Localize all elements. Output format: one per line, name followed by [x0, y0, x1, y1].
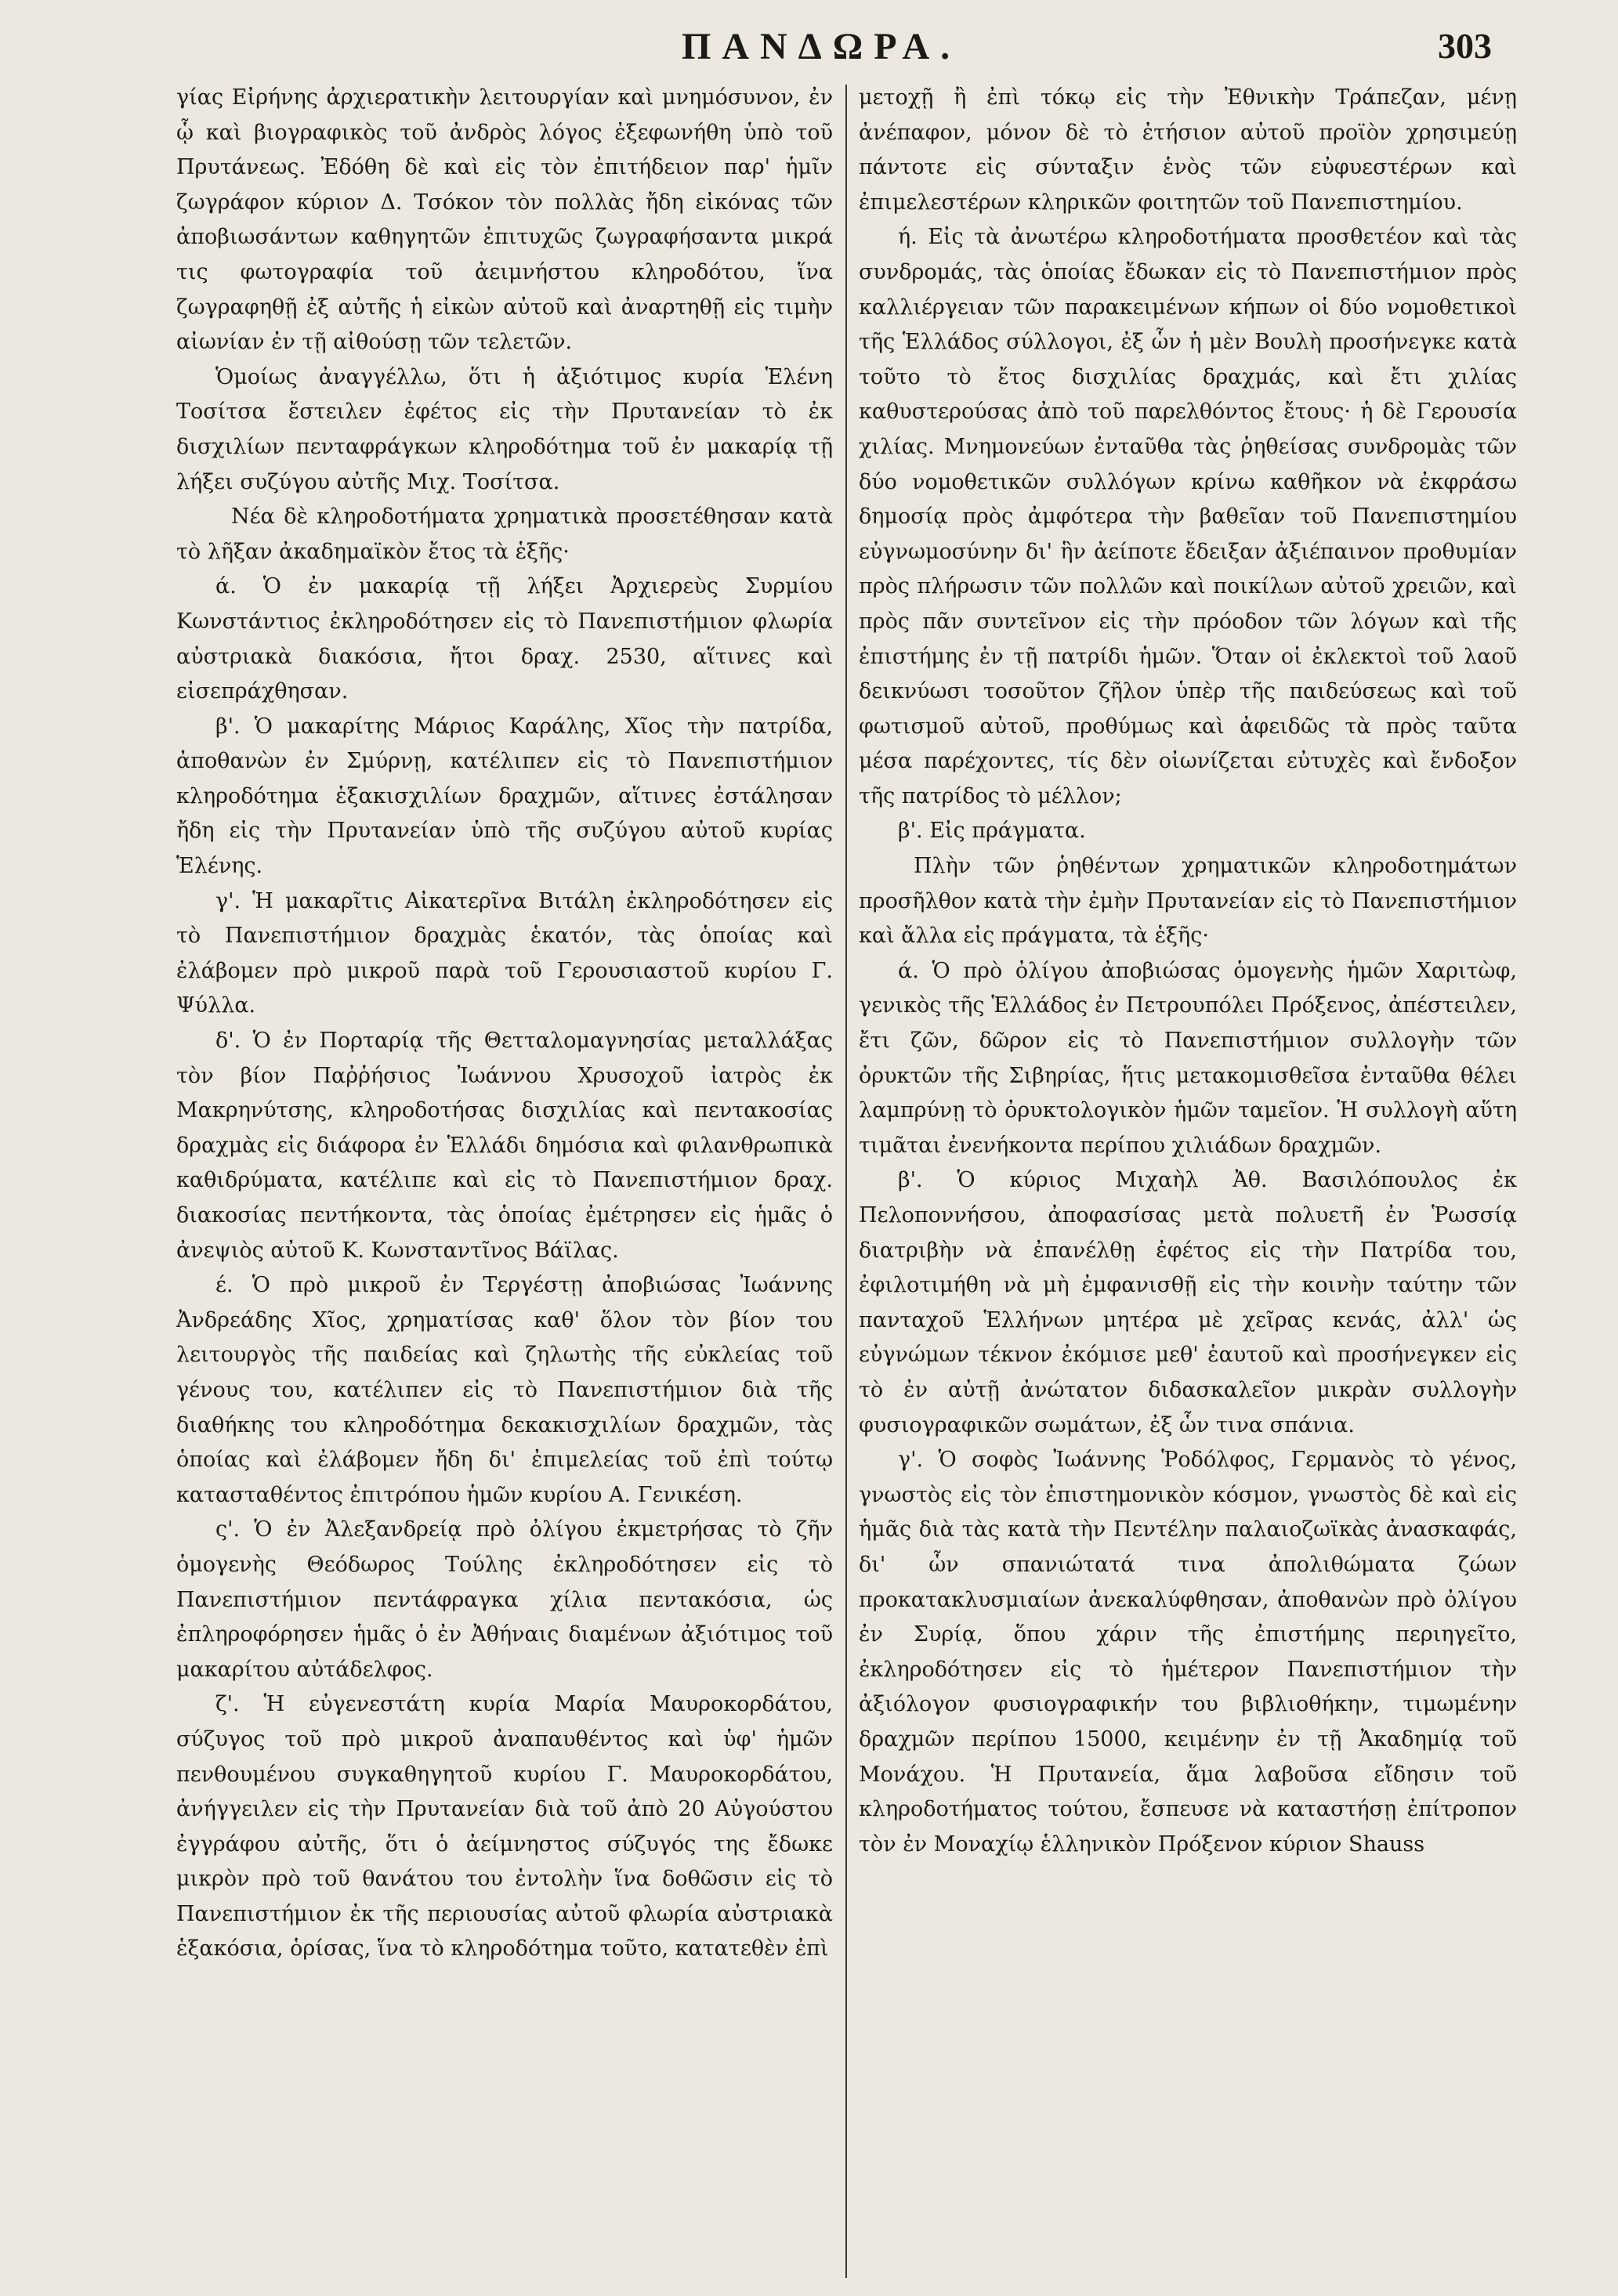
paragraph: μετοχῇ ἢ ἐπὶ τόκῳ εἰς τὴν Ἐθνικὴν Τράπεζαν, μένῃ ἀνέπαφον, μόνον δὲ τὸ ἐτήσιον αὐτοῦ προϊὸν χρησιμεύῃ πάντοτε εἰς σύνταξιν ἑνὸς τῶν εὐφυεστέρων καὶ ἐπιμελεστέρων κληρικῶν φοιτητῶν τοῦ Πανεπιστημίου.	[859, 85, 1517, 215]
paragraph: Πλὴν τῶν ῥηθέντων χρηματικῶν κληροδοτημάτων προσῆλθον κατὰ τὴν ἐμὴν Πρυτανείαν εἰς τὸ Πανεπιστήμιον καὶ ἄλλα εἰς πράγματα, τὰ ἑξῆς·	[859, 854, 1517, 949]
paragraph: Ὁμοίως ἀναγγέλλω, ὅτι ἡ ἀξιότιμος κυρία Ἑλένη Τοσίτσα ἔστειλεν ἐφέτος εἰς τὴν Πρυτανείαν τὸ ἐκ δισχιλίων πενταφράγκων κληροδότημα τοῦ ἐν μακαρίᾳ τῇ λήξει συζύγου αὐτῆς Μιχ. Τοσίτσα.	[176, 364, 833, 494]
paragraph: Νέα δὲ κληροδοτήματα χρηματικὰ προσετέθησαν κατὰ τὸ λῆξαν ἀκαδημαϊκὸν ἔτος τὰ ἑξῆς·	[176, 504, 833, 564]
paragraph: ζ'. Ἡ εὐγενεστάτη κυρία Μαρία Μαυροκορδάτου, σύζυγος τοῦ πρὸ μικροῦ ἀναπαυθέντος καὶ ὑφ' ἡμῶν πενθουμένου συγκαθηγητοῦ κυρίου Γ. Μαυροκορδάτου, ἀνήγγειλεν εἰς τὴν Πρυτανείαν διὰ τοῦ ἀπὸ 20 Αὐγούστου ἐγγράφου αὐτῆς, ὅτι ὁ ἀείμνηστος σύζυγός της ἔδωκε μικρὸν πρὸ τοῦ θανάτου του ἐντολὴν ἵνα δοθῶσιν εἰς τὸ Πανεπιστήμιον ἐκ τῆς περιουσίας αὐτοῦ φλωρία αὐστριακὰ ἑξακόσια, ὁρίσας, ἵνα τὸ κληροδότημα τοῦτο, κατατεθὲν ἐπὶ	[176, 1692, 833, 1962]
column-divider	[845, 85, 847, 2278]
paragraph: β'. Ὁ κύριος Μιχαὴλ Ἀθ. Βασιλόπουλος ἐκ Πελοποννήσου, ἀποφασίσας μετὰ πολυετῆ ἐν Ῥωσσίᾳ διατριβὴν νὰ ἐπανέλθῃ ἐφέτος εἰς τὴν Πατρίδα του, ἐφιλοτιμήθη νὰ μὴ ἐμφανισθῇ εἰς τὴν κοινὴν ταύτην τῶν πανταχοῦ Ἑλλήνων μητέρα μὲ χεῖρας κενάς, ἀλλ' ὡς εὐγνώμων τέκνον ἐκόμισε μεθ' ἑαυτοῦ καὶ προσήνεγκεν εἰς τὸ ἐν αὐτῇ ἀνώτατον διδασκαλεῖον μικρὰν συλλογὴν φυσιογραφικῶν σωμάτων, ἐξ ὧν τινα σπάνια.	[859, 1168, 1517, 1437]
section-heading: β'. Εἰς πράγματα.	[898, 819, 1086, 844]
page-number: 303	[1438, 26, 1492, 66]
paragraph: δ'. Ὁ ἐν Πορταρίᾳ τῆς Θετταλομαγνησίας μεταλλάξας τὸν βίον Παῤῥήσιος Ἰωάννου Χρυσοχοῦ ἰατρὸς ἐκ Μακρηνύτσης, κληροδοτήσας δισχιλίας καὶ πεντακοσίας δραχμὰς εἰς διάφορα ἐν Ἑλλάδι δημόσια καὶ φιλανθρωπικὰ καθιδρύματα, κατέλιπε καὶ εἰς τὸ Πανεπιστήμιον δραχ. διακοσίας πεντήκοντα, τὰς ὁποίας ἐμέτρησεν εἰς ἡμᾶς ὁ ἀνεψιὸς αὐτοῦ Κ. Κωνσταντῖνος Βάϊλας.	[176, 1029, 833, 1263]
left-column	[176, 81, 833, 1967]
paragraph: ά. Ὁ πρὸ ὀλίγου ἀποβιώσας ὁμογενὴς ἡμῶν Χαριτὼφ, γενικὸς τῆς Ἑλλάδος ἐν Πετρουπόλει Πρόξενος, ἀπέστειλεν, ἔτι ζῶν, δῶρον εἰς τὸ Πανεπιστήμιον συλλογὴν τῶν ὀρυκτῶν τῆς Σιβηρίας, ἥτις μετακομισθεῖσα ἐνταῦθα θέλει λαμπρύνῃ τὸ ὀρυκτολογικὸν ἡμῶν ταμεῖον. Ἡ συλλογὴ αὕτη τιμᾶται ἐνενήκοντα περίπου χιλιάδων δραχμῶν.	[859, 958, 1517, 1158]
journal-title: ΠΑΝΔΩΡΑ.	[682, 26, 961, 67]
paragraph: γίας Εἰρήνης ἀρχιερατικὴν λειτουργίαν καὶ μνημόσυνον, ἐν ᾧ καὶ βιογραφικὸς τοῦ ἀνδρὸς λόγος ἐξεφωνήθη ὑπὸ τοῦ Πρυτάνεως. Ἐδόθη δὲ καὶ εἰς τὸν ἐπιτήδειον παρ' ἡμῖν ζωγράφον κύριον Δ. Τσόκον τὸν πολλὰς ἤδη εἰκόνας τῶν ἀποβιωσάντων καθηγητῶν ἐπιτυχῶς ζωγραφήσαντα μικρά τις φωτογραφία τοῦ ἀειμνήστου κληροδότου, ἵνα ζωγραφηθῇ ἐξ αὐτῆς ἡ εἰκὼν αὐτοῦ καὶ ἀναρτηθῇ εἰς τιμὴν αἰωνίαν ἐν τῇ αἰθούσῃ τῶν τελετῶν.	[176, 85, 833, 355]
running-head	[0, 25, 1618, 72]
paragraph: ς'. Ὁ ἐν Ἀλεξανδρείᾳ πρὸ ὀλίγου ἐκμετρήσας τὸ ζῆν ὁμογενὴς Θεόδωρος Τούλης ἐκληροδότησεν εἰς τὸ Πανεπιστήμιον πεντάφραγκα χίλια πεντακόσια, ὡς ἐπληροφόρησεν ἡμᾶς ὁ ἐν Ἀθήναις διαμένων ἀξιότιμος τοῦ μακαρίτου αὐτάδελφος.	[176, 1517, 833, 1682]
paragraph: ά. Ὁ ἐν μακαρίᾳ τῇ λήξει Ἀρχιερεὺς Συρμίου Κωνστάντιος ἐκληροδότησεν εἰς τὸ Πανεπιστήμιον φλωρία αὐστριακὰ διακόσια, ἤτοι δραχ. 2530, αἵτινες καὶ εἰσεπράχθησαν.	[176, 574, 833, 704]
paragraph: γ'. Ὁ σοφὸς Ἰωάννης Ῥοδόλφος, Γερμανὸς τὸ γένος, γνωστὸς εἰς τὸν ἐπιστημονικὸν κόσμον, γνωστὸς δὲ καὶ εἰς ἡμᾶς διὰ τὰς κατὰ τὴν Πεντέλην παλαιοζωϊκὰς ἀνασκαφάς, δι' ὧν σπανιώτατά τινα ἀπολιθώματα ζώων προκατακλυσμιαίων ἀνεκαλύφθησαν, ἀποθανὼν πρὸ ὀλίγου ἐν Συρίᾳ, ὅπου χάριν τῆς ἐπιστήμης περιηγεῖτο, ἐκληροδότησεν εἰς τὸ ἡμέτερον Πανεπιστήμιον τὴν ἀξιόλογον φυσιογραφικήν του βιβλιοθήκην, τιμωμένην δραχμῶν περίπου 15000, κειμένην ἐν τῇ Ἀκαδημίᾳ τοῦ Μονάχου. Ἡ Πρυτανεία, ἅμα λαβοῦσα εἴδησιν τοῦ κληροδοτήματος τούτου, ἔσπευσε νὰ καταστήσῃ ἐπίτροπον τὸν ἐν Μοναχίῳ ἑλληνικὸν Πρόξενον κύριον Shauss	[859, 1448, 1517, 1857]
paragraph: έ. Ὁ πρὸ μικροῦ ἐν Τεργέστῃ ἀποβιώσας Ἰωάννης Ἀνδρεάδης Χῖος, χρηματίσας καθ' ὅλον τὸν βίον του λειτουργὸς τῆς παιδείας καὶ ζηλωτὴς τῆς εὐκλείας τοῦ γένους του, κατέλιπεν εἰς τὸ Πανεπιστήμιον διὰ τῆς διαθήκης του κληροδότημα δεκακισχιλίων δραχμῶν, τὰς ὁποίας καὶ ἐλάβομεν ἤδη δι' ἐπιμελείας τοῦ ἐπὶ τούτῳ κατασταθέντος ἐπιτρόπου ἡμῶν κυρίου Α. Γενικέση.	[176, 1273, 833, 1507]
paragraph: ή. Εἰς τὰ ἀνωτέρω κληροδοτήματα προσθετέον καὶ τὰς συνδρομάς, τὰς ὁποίας ἔδωκαν εἰς τὸ Πανεπιστήμιον πρὸς καλλιέργειαν τῶν παρακειμένων κήπων οἱ δύο νομοθετικοὶ τῆς Ἑλλάδος σύλλογοι, ἐξ ὧν ἡ μὲν Βουλὴ προσήνεγκε κατὰ τοῦτο τὸ ἔτος δισχιλίας δραχμάς, καὶ ἔτι χιλίας καθυστερούσας ἀπὸ τοῦ παρελθόντος ἔτους· ἡ δὲ Γερουσία χιλίας. Μνημονεύων ἐνταῦθα τὰς ῥηθείσας συνδρομὰς τῶν δύο νομοθετικῶν συλλόγων κρίνω καθῆκον νὰ ἐκφράσω δημοσίᾳ πρὸς ἀμφότερα τὴν βαθεῖαν τοῦ Πανεπιστημίου εὐγνωμοσύνην δι' ἣν ἀείποτε ἔδειξαν ἀξιέπαινον προθυμίαν πρὸς πλήρωσιν τῶν πολλῶν καὶ ποικίλων αὐτοῦ χρειῶν, καὶ πρὸς πᾶν συντεῖνον εἰς τὴν πρόοδον τῶν λόγων καὶ τῆς ἐπιστήμης ἐν τῇ πατρίδι ἡμῶν. Ὅταν οἱ ἐκλεκτοὶ τοῦ λαοῦ δεικνύωσι τοσοῦτον ζῆλον ὑπὲρ τῆς παιδεύσεως καὶ τοῦ φωτισμοῦ αὐτοῦ, προθύμως καὶ ἀφειδῶς τὰ πρὸς ταῦτα μέσα παρέχοντες, τίς δὲν οἰωνίζεται εὐτυχὲς καὶ ἔνδοξον τῆς πατρίδος τὸ μέλλον;	[859, 225, 1517, 808]
paragraph: γ'. Ἡ μακαρῖτις Αἰκατερῖνα Βιτάλη ἐκληροδότησεν εἰς τὸ Πανεπιστήμιον δραχμὰς ἑκατόν, τὰς ὁποίας καὶ ἐλάβομεν πρὸ μικροῦ παρὰ τοῦ Γερουσιαστοῦ κυρίου Γ. Ψύλλα.	[176, 888, 833, 1018]
paragraph: β'. Ὁ μακαρίτης Μάριος Καράλης, Χῖος τὴν πατρίδα, ἀποθανὼν ἐν Σμύρνῃ, κατέλιπεν εἰς τὸ Πανεπιστήμιον κληροδότημα ἑξακισχιλίων δραχμῶν, αἵτινες ἐστάλησαν ἤδη εἰς τὴν Πρυτανείαν ὑπὸ τῆς συζύγου αὐτοῦ κυρίας Ἑλένης.	[176, 714, 833, 879]
right-column	[859, 81, 1517, 1862]
